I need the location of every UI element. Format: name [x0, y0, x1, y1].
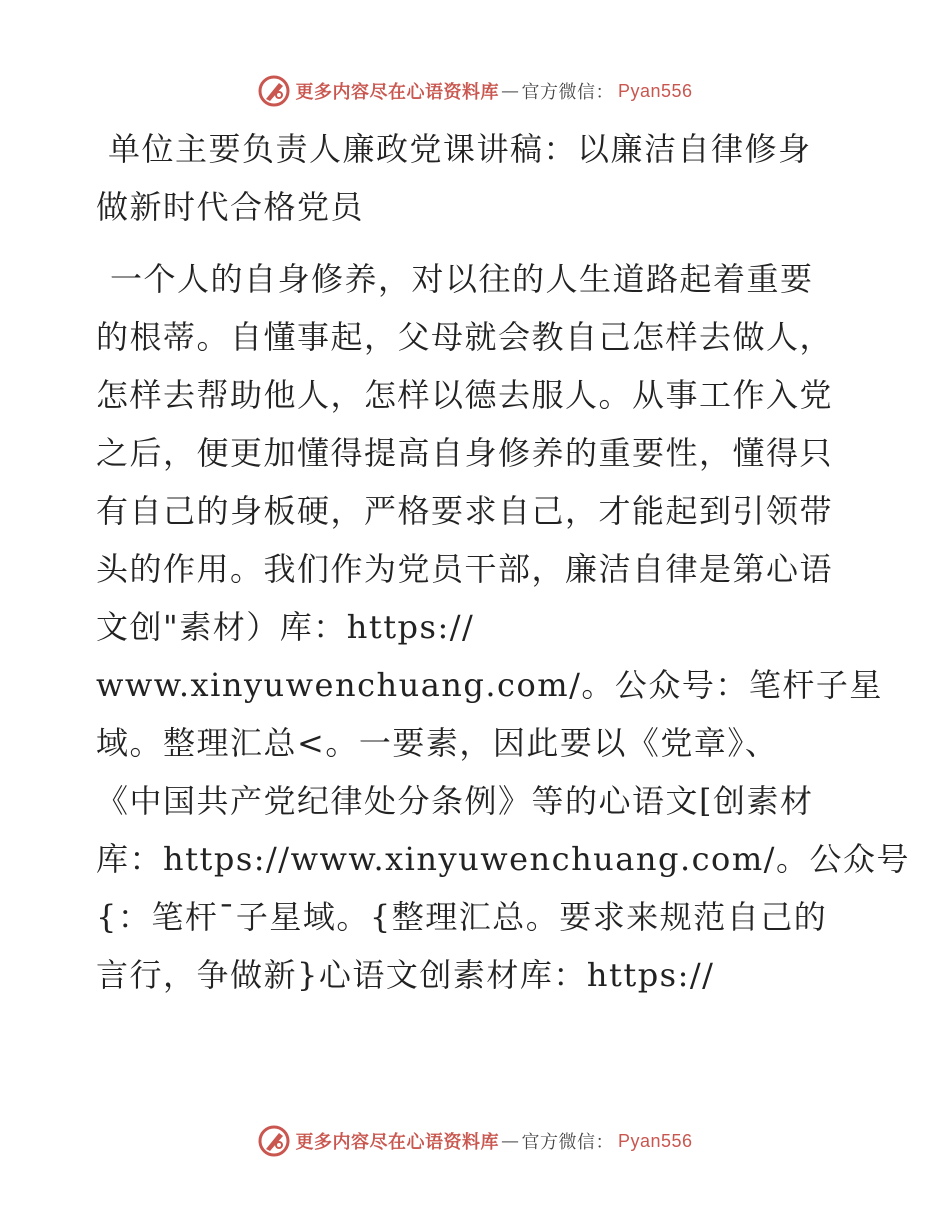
body-line: 怎样去帮助他人，怎样以德去服人。从事工作入党	[96, 376, 834, 414]
pen-logo-icon	[257, 1124, 291, 1158]
footer-banner	[0, 1121, 950, 1161]
banner-brand: 更多内容尽在心语资料库	[295, 1132, 499, 1153]
pen-logo-icon	[257, 74, 291, 108]
body-line: 的根蒂。自懂事起，父母就会教自己怎样去做人，	[96, 318, 834, 356]
body-line: 域。整理汇总<。一要素，因此要以《党章》、	[96, 724, 779, 762]
title-line-1: 单位主要负责人廉政党课讲稿：以廉洁自律修身	[108, 130, 812, 168]
body-line: {：笔杆¯子星域。{整理汇总。要求来规范自己的	[96, 898, 828, 936]
banner-separator: —	[500, 1130, 520, 1152]
body-line: www.xinyuwenchuang.com/。公众号：笔杆子星	[96, 666, 883, 704]
banner-wechat-label: 官方微信	[521, 82, 596, 103]
body-line: 之后，便更加懂得提高自身修养的重要性，懂得只	[96, 434, 834, 472]
body-line: 《中国共产党纪律处分条例》等的心语文[创素材	[96, 782, 814, 820]
body-line: 言行，争做新}心语文创素材库：https://	[96, 956, 715, 994]
banner-colon: ：	[595, 1132, 614, 1153]
banner-brand: 更多内容尽在心语资料库	[295, 82, 499, 103]
document-body	[96, 120, 910, 1004]
header-banner	[0, 71, 950, 111]
page-title	[96, 120, 856, 236]
banner-wechat-id: Pyan556	[617, 80, 693, 101]
banner-separator: —	[500, 80, 520, 102]
body-line: 文创"素材）库：https://	[96, 608, 475, 646]
banner-colon: ：	[595, 82, 614, 103]
banner-wechat-id: Pyan556	[617, 1130, 693, 1151]
banner-wechat-label: 官方微信	[521, 1132, 596, 1153]
body-line: 库：https://www.xinyuwenchuang.com/。公众号	[96, 840, 910, 878]
title-line-2: 做新时代合格党员	[96, 188, 365, 226]
body-line: 一个人的自身修养，对以往的人生道路起着重要	[110, 260, 814, 298]
body-line: 头的作用。我们作为党员干部，廉洁自律是第心语	[96, 550, 834, 588]
body-line: 有自己的身板硬，严格要求自己，才能起到引领带	[96, 492, 834, 530]
body-paragraph	[96, 250, 910, 1004]
